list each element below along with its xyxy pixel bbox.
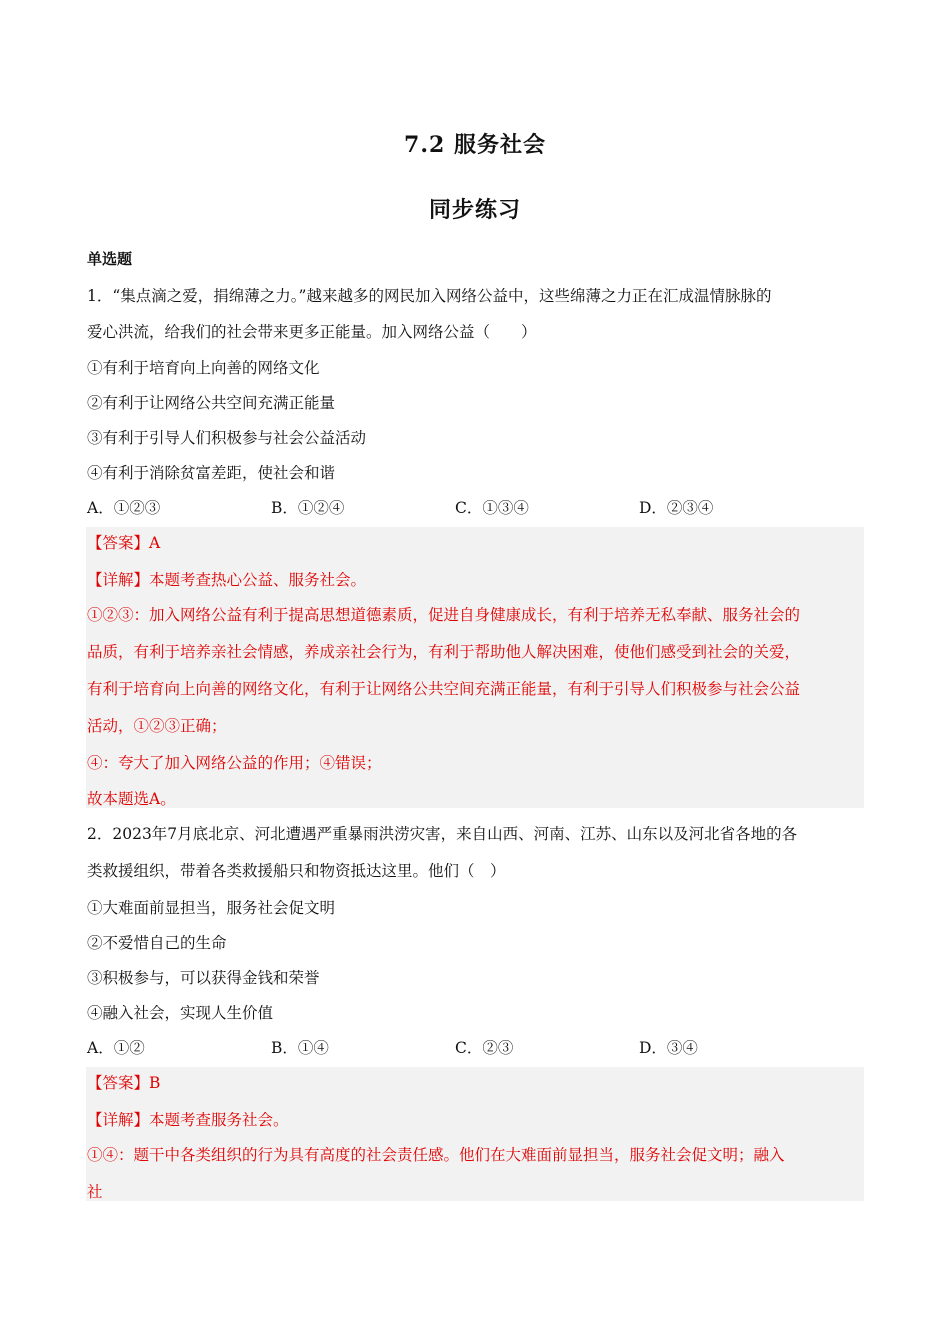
q2-option-a: A．①②	[87, 1039, 145, 1057]
q2-answer: 【答案】B	[87, 1074, 161, 1092]
q1-option-a: A．①②③	[87, 499, 161, 517]
q1-item: ④有利于消除贫富差距，使社会和谐	[87, 464, 336, 482]
q2-item: ③积极参与，可以获得金钱和荣誉	[87, 969, 320, 987]
page-subtitle: 同步练习	[428, 197, 521, 223]
q2-item: ①大难面前显担当，服务社会促文明	[87, 899, 336, 917]
q2-option-c: C．②③	[455, 1039, 514, 1057]
q1-item: ①有利于培育向上向善的网络文化	[87, 359, 320, 377]
q2-stem-line: 2．2023年7月底北京、河北遭遇严重暴雨洪涝灾害，来自山西、河南、江苏、山东以及河北省各地的各	[87, 825, 798, 843]
q2-stem-line: 类救援组织，带着各类救援船只和物资抵达这里。他们（ ）	[87, 862, 506, 880]
q2-option-d: D．③④	[639, 1039, 698, 1057]
q2-explain-line: 【详解】本题考查服务社会。	[87, 1111, 289, 1129]
q1-explain-line: ①②③：加入网络公益有利于提高思想道德素质，促进自身健康成长，有利于培养无私奉献、服务社会的	[87, 606, 801, 624]
q1-option-b: B．①②④	[271, 499, 345, 517]
page-title: 7.2 服务社会	[404, 132, 546, 158]
q1-option-d: D．②③④	[639, 499, 714, 517]
q1-explain-line: 有利于培育向上向善的网络文化，有利于让网络公共空间充满正能量，有利于引导人们积极参与社会公益	[87, 680, 801, 698]
q1-stem-line: 爱心洪流，给我们的社会带来更多正能量。加入网络公益（ ）	[87, 323, 537, 341]
q2-option-b: B．①④	[271, 1039, 329, 1057]
q1-option-c: C．①③④	[455, 499, 529, 517]
q2-answer-block	[86, 1067, 864, 1201]
q1-explain-line: 品质，有利于培养亲社会情感，养成亲社会行为，有利于帮助他人解决困难，使他们感受到社会的关爱，	[87, 643, 801, 661]
q1-options	[87, 496, 867, 518]
q1-item: ②有利于让网络公共空间充满正能量	[87, 394, 336, 412]
q2-options	[87, 1036, 867, 1058]
q1-stem-line: 1．“集点滴之爱，捐绵薄之力。”越来越多的网民加入网络公益中，这些绵薄之力正在汇成温情脉脉的	[87, 287, 772, 305]
q1-explain-line: 活动，①②③正确；	[87, 717, 227, 735]
q1-item: ③有利于引导人们积极参与社会公益活动	[87, 429, 367, 447]
q1-explain-line: 【详解】本题考查热心公益、服务社会。	[87, 571, 367, 589]
q1-answer-block	[86, 527, 864, 808]
q2-item: ④融入社会，实现人生价值	[87, 1004, 274, 1022]
q1-answer: 【答案】A	[87, 534, 161, 552]
section-heading: 单选题	[87, 250, 133, 268]
q2-explain-line: 社	[87, 1183, 103, 1201]
q1-explain-line: 故本题选A。	[87, 790, 176, 808]
q2-explain-line: ①④：题干中各类组织的行为具有高度的社会责任感。他们在大难面前显担当，服务社会促文明；融入	[87, 1146, 785, 1164]
q2-item: ②不爱惜自己的生命	[87, 934, 227, 952]
q1-explain-line: ④：夸大了加入网络公益的作用；④错误；	[87, 754, 382, 772]
